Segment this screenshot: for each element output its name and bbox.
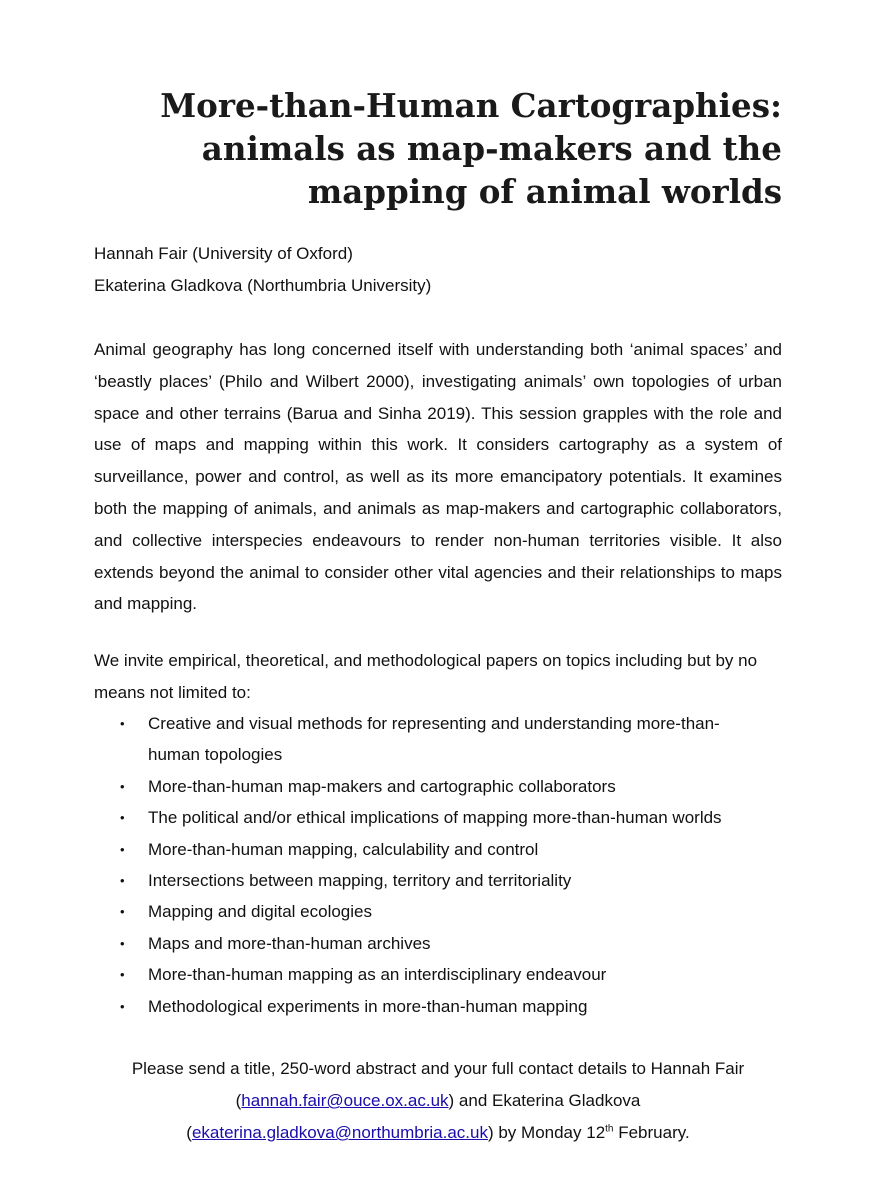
invitation-paragraph: We invite empirical, theoretical, and methodological papers on topics including but by no means not limited to: — [94, 651, 758, 702]
closing-deadline: ) by Monday 12 — [487, 1123, 606, 1142]
list-item — [94, 771, 748, 802]
topic-text: Creative and visual methods for representing and understanding more-than-human topologies — [148, 714, 720, 765]
topic-text: Intersections between mapping, territory and territoriality — [148, 871, 572, 891]
bullet-icon: • — [120, 841, 125, 857]
date-superscript: th — [605, 1123, 614, 1135]
bullet-icon: • — [120, 778, 125, 794]
email-link-ekaterina[interactable]: ekaterina.gladkova@northumbria.ac.uk — [191, 1123, 488, 1142]
page-title — [150, 84, 782, 213]
list-item — [94, 708, 748, 771]
paren-open-1: ( — [235, 1091, 242, 1110]
bullet-icon: • — [120, 967, 125, 983]
topic-text: Mapping and digital ecologies — [148, 902, 372, 922]
closing-line-1: Please send a title, 250-word abstract and your full contact details to Hannah Fair — [131, 1059, 745, 1078]
author-1: Hannah Fair (University of Oxford) — [94, 244, 353, 263]
topic-text: More-than-human mapping as an interdisciplinary endeavour — [148, 965, 607, 985]
list-item — [94, 802, 748, 833]
bullet-icon: • — [120, 904, 125, 920]
bullet-icon: • — [120, 998, 125, 1014]
list-item — [94, 896, 748, 927]
closing-end: February. — [613, 1123, 690, 1142]
topic-text: More-than-human map-makers and cartographic collaborators — [148, 776, 616, 796]
abstract-paragraph: Animal geography has long concerned itself with understanding both ‘animal spaces’ and ‘beastly places’ (Philo and Wilbert 2000), investigating animals’ own topologies of urban space and other terrains (Barua and Sinha 2019). This session grapples with the role and use of maps and mapping within this work. It considers cartography as a system of surveillance, power and control, as well as its more emancipatory potentials. It examines both the mapping of animals, and animals as map-makers and cartographic collaborators, and collective interspecies endeavours to render non-human territories visible. It also extends beyond the animal to consider other vital agencies and their relationships to maps and mapping. — [94, 340, 782, 614]
topic-text: More-than-human mapping, calculability and control — [148, 839, 539, 859]
title-line-2: animals as map-makers and the — [201, 129, 782, 168]
closing-paragraph — [94, 1053, 782, 1149]
list-item — [94, 865, 748, 896]
topic-text: The political and/or ethical implications of mapping more-than-human worlds — [148, 808, 722, 828]
list-item — [94, 834, 748, 865]
closing-middle: ) and Ekaterina Gladkova — [448, 1091, 641, 1110]
list-item — [94, 959, 748, 990]
list-item — [94, 991, 748, 1022]
topic-text: Methodological experiments in more-than-human mapping — [148, 996, 588, 1016]
title-line-1: More-than-Human Cartographies: — [160, 86, 782, 125]
bullet-icon: • — [120, 810, 125, 826]
title-line-3: mapping of animal worlds — [307, 172, 782, 211]
author-2: Ekaterina Gladkova (Northumbria University) — [94, 276, 432, 295]
email-link-hannah[interactable]: hannah.fair@ouce.ox.ac.uk — [241, 1091, 449, 1110]
list-item — [94, 928, 748, 959]
topics-list — [94, 708, 782, 1022]
authors-block — [94, 238, 431, 302]
topic-text: Maps and more-than-human archives — [148, 933, 431, 953]
paren-open-2: ( — [186, 1123, 192, 1142]
bullet-icon: • — [120, 716, 125, 731]
bullet-icon: • — [120, 873, 125, 889]
bullet-icon: • — [120, 935, 125, 951]
